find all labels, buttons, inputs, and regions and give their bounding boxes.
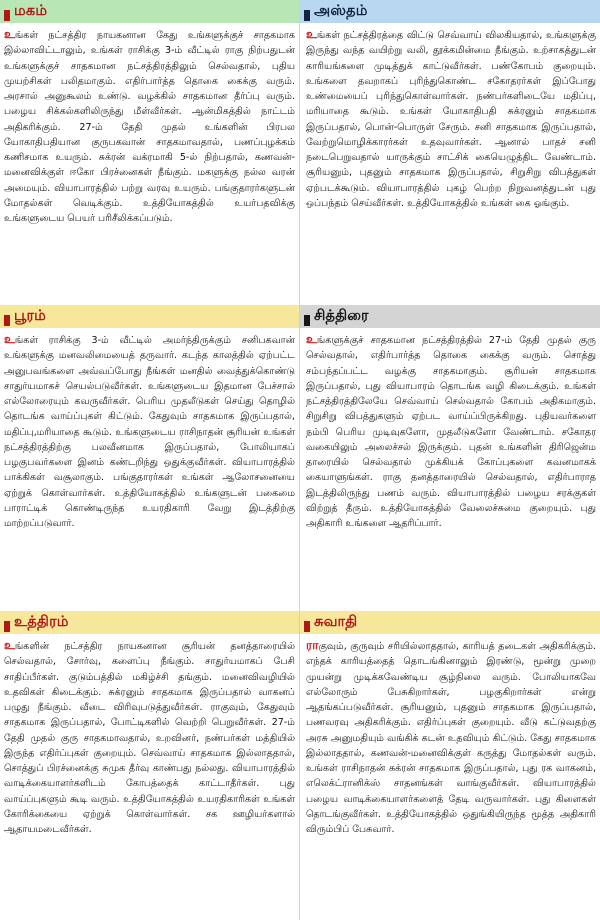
paragraph: குவும், குருவும் சரியில்லாததால், காரியத் தடைகள் அதிகரிக்கும். எந்தக் காரியத்தைத் தொடங்கினாலும் இரண்டு, மூன்று முறை முயன்று முடிக்கவேண்டிய சூழ்நிலை வரும். போலியாகவே எல்லோரும் பேசுகிறார்கள், பழகுகிறார்கள் என்று ஆதங்கப்படுவீர்கள். சூரியனும், புதனும் சாதகமாக இருப்பதால், பணவரவு அதிகரிக்கும். எதிர்ப்புகள் குறையும். வீடு கட்டுவதற்கு அரசு அனுமதியும் வங்கிக் கடன் உதவியும் கிட்டும். கேது சாதகமாக இல்லாததால், கணவன்-மனைவிக்குள் கருத்து மோதல்கள் வரும். உங்கள் ராசிநாதன் சுக்ரன் சாதகமாக இருப்பதால், புது ரக வாகனம், எலெக்ட்ரானிக்ஸ் சாதனங்கள் வாங்குவீர்கள். வியாபாரத்தில் பழைய வாடிக்கையாளர்களைத் தேடி வருவார்கள். புது கிளைகள் தொடங்குவீர்கள். உத்தியோகத்தில் ஒதுங்கியிருந்த மூத்த அதிகாரி விரும்பிப் பேசுவார்.: [306, 641, 596, 835]
panel-chithirai: [300, 305, 600, 611]
bullet-icon: [4, 617, 10, 628]
paragraph: ங்கள் நட்சத்திர நாயகனான கேது உங்களுக்குச் சாதகமாக இல்லாவிட்டாலும், உங்கள் ராசிக்கு 3-ம் வீட்டில் ராகு நிற்பதுடன் உங்களுக்குச் சாதகமான நட்சத்திரத்திலும் செல்வதால், புதிய முயற்சிகள் பலிதமாகும். எதிர்பார்த்த தொகை கைக்கு வரும். அரசால் அனுகூலம் உண்டு. வழக்கில் சாதகமான தீர்ப்பு வரும். பழைய சிக்கல்களிலிருந்து மீள்வீர்கள். ஆன்மிகத்தில் நாட்டம் அதிகரிக்கும். 27-ம் தேதி முதல் உங்களின் பிரபல யோகாதிபதியான குருபகவான் சாதகமாவதால், பணப்புழக்கம் கணிசமாக உயரும். சுக்ரன் வக்ரமாகி 5-ல் நிற்பதால், கணவன்-மனைவிக்குள் ஈகோ பிரச்னைகள் நீங்கும். மகளுக்கு நல்ல வரன் அமையும். வியாபாரத்தில் பற்று வரவு உயரும். பங்குதாரர்களுடன் மோதல்கள் வெடிக்கும். உத்தியோகத்தில் உயர்பதவிக்கு உங்களுடைய பெயர் பரிசீலிக்கப்படும்.: [4, 30, 295, 224]
horoscope-text: [306, 638, 596, 837]
paragraph: ங்கள் ராசிக்கு 3-ம் வீட்டில் அமர்ந்திருக்கும் சனிபகவான் உங்களுக்கு மனவலிமையைத் தருவார். கடந்த காலத்தில் ஏற்பட்ட அனுபவங்களை அவ்வப்போது நீங்கள் மனதில் வைத்துக்கொண்டு சாதுர்யமாகச் செயல்படுவீர்கள். உங்களுடைய இதமான பேச்சால் எல்லோரையும் கவருவீர்கள். பெரிய முதலீடுகள் செய்து தொழில் தொடங்க வாய்ப்புகள் கிட்டும். கேதுவும் சாதகமாக இருப்பதால், மதிப்பு,மரியாதை கூடும். உங்களுடைய ராசிநாதன் சூரியன் உங்கள் நட்சத்திரத்திற்கு பலவீனமாக இருப்பதால், போலியாகப் பழகுபவர்களை இனம் கண்டறிந்து ஒதுக்குவீர்கள். வியாபாரத்தில் பாக்கிகள் வசூலாகும். பங்குதாரர்கள் உங்கள் ஆலோசனையை ஏற்றுக் கொள்வார்கள். உத்தியோகத்தில் உங்களுடன் பகைமை பாராட்டிக் கொண்டிருந்த உயரதிகாரி வேறு இடத்திற்கு மாற்றப்படுவார்.: [4, 335, 295, 529]
panel-heading-pooram: [0, 305, 299, 328]
panel-pooram: [0, 305, 300, 611]
initial-letter: உ: [4, 638, 15, 652]
initial-letter: உ: [4, 332, 15, 346]
panel-astham: [300, 0, 600, 305]
bullet-icon: [304, 6, 310, 17]
panel-heading-swathi: [300, 611, 600, 634]
bullet-icon: [304, 617, 310, 628]
horoscope-text: [4, 638, 295, 837]
panel-swathi: [300, 611, 600, 920]
panel-heading-magam: [0, 0, 299, 23]
sign-title: மகம்: [14, 2, 48, 19]
panel-heading-uthiram: [0, 611, 299, 634]
bullet-icon: [4, 311, 10, 322]
initial-letter: உ: [306, 27, 317, 41]
bullet-icon: [304, 311, 310, 322]
sign-title: சுவாதி: [314, 613, 358, 630]
panel-heading-astham: [300, 0, 600, 23]
panel-magam: [0, 0, 300, 305]
panel-uthiram: [0, 611, 300, 920]
horoscope-text: [306, 332, 596, 531]
sign-title: அஸ்தம்: [314, 2, 368, 19]
paragraph: ங்கள் நட்சத்திரத்தை விட்டு செவ்வாய் விலகியதால், உங்களுக்கு இருந்து வந்த வயிற்று வலி, தூக்கமின்மை நீங்கும். உற்சாகத்துடன் காரியங்களை முடித்துக் காட்டுவீர்கள். பண்கோபம் குறையும். உங்களை தவறாகப் புரிந்துகொண்ட சகோதரர்கள் இப்போது உண்மையைப் புரிந்துகொள்வார்கள். நண்பர்களிடையே மதிப்பு, மரியாதை கூடும். உங்கள் யோகாதிபதி சுக்ரனும் சாதகமாக இருப்பதால், பொன்-பொருள் சேரும். சனி சாதகமாக இருப்பதால், வேற்றுமொழிக்காரர்கள் உதவுவார்கள். ஆனால் பாதச் சனி நடைபெறுவதால் யாருக்கும் சாட்சிக் கையெழுத்திட வேண்டாம். சூரியனும், புதனும் சாதகமாக இருப்பதால், சிறுசிறு விபத்துகள் ஏற்படக்கூடும். வியாபாரத்தில் புகழ் பெற்ற நிறுவனத்துடன் புது ஒப்பந்தம் செய்வீர்கள். உத்தியோகத்தில் உங்கள் கை ஓங்கும்.: [306, 30, 596, 209]
sign-title: உத்திரம்: [14, 613, 69, 630]
initial-letter: உ: [4, 27, 15, 41]
horoscope-text: [4, 27, 295, 226]
initial-letter: உ: [306, 332, 317, 346]
initial-letter: ரா: [306, 638, 319, 652]
horoscope-text: [306, 27, 596, 211]
panel-heading-chithirai: [300, 305, 600, 328]
sign-title: பூரம்: [14, 307, 47, 324]
sign-title: சித்திரை: [314, 307, 369, 324]
paragraph: ங்களின் நட்சத்திர நாயகனான சூரியன் தனத்தாரையில் செல்வதால், சோர்வு, களைப்பு நீங்கும். சாதுர்யமாகப் பேசி சாதிப்பீர்கள். குடும்பத்தில் மகிழ்ச்சி தங்கும். மனைவிவழியில் உதவிகள் கிடைக்கும். சுக்ரனும் சாதகமாக இருப்பதால் வாகனப் பழுது நீங்கும். வீடை விரிவுபடுத்துவீர்கள். ராகுவும், கேதுவும் சாதகமாக இருப்பதால், போட்டிகளில் வெற்றி பெறுவீர்கள். 27-ம் தேதி முதல் குரு சாதகமாவதால், உறவினர், நண்பர்கள் மத்தியில் இருந்த எதிர்ப்புகள் குறையும். செவ்வாய் சாதகமாக இல்லாததால், சொத்துப் பிரச்னைக்கு சுமுக தீர்வு காண்பது நல்லது. வியாபாரத்தில் வாடிக்கையாளர்களிடம் கோபத்தைக் காட்டாதீர்கள். புது வாய்ப்புகளும் கூடி வரும். உத்தியோகத்தில் உயரதிகாரிகள் உங்கள் கோரிக்கையை ஏற்றுக் கொள்வார்கள். சக ஊழியர்களால் ஆதாயமடைவீர்கள்.: [4, 641, 295, 835]
paragraph: ங்களுக்குச் சாதகமான நட்சத்திரத்தில் 27-ம் தேதி முதல் குரு செல்வதால், எதிர்பார்த்த தொகை கைக்கு வரும். சொத்து சம்பந்தப்பட்ட வழக்கு சாதகமாகும். சூரியன் சாதகமாக இருப்பதால், புது வியாபாரம் தொடங்க வழி கிடைக்கும். உங்கள் நட்சத்திரத்திலேயே செவ்வாய் செல்வதால் கோபம் அதிகமாகும். சிறுசிறு விபத்துகளும் ஏற்பட வாய்ப்பிருக்கிறது. புதியவர்களை நம்பி பெரிய முடிவுகளோ, முதலீடுகளோ வேண்டாம். சகோதர வகையிலும் அலைச்சல் இருக்கும். புதன் உங்களின் திரிஜென்ம தாரையில் செல்வதால் முக்கியக் கோப்புகளை கவனமாகக் கையாளுங்கள். ராகு தனத்தாரையில் செல்வதால், எதிர்பாராத இடத்திலிருந்து பணம் வரும். வியாபாரத்தில் பழைய சரக்குகள் விற்றுத் தீரும். உத்தியோகத்தில் வேலைச்சுமை குறையும். புது அதிகாரி உங்களை ஆதரிப்பார்.: [306, 335, 596, 529]
column-divider: [299, 0, 300, 920]
horoscope-text: [4, 332, 295, 531]
bullet-icon: [4, 6, 10, 17]
